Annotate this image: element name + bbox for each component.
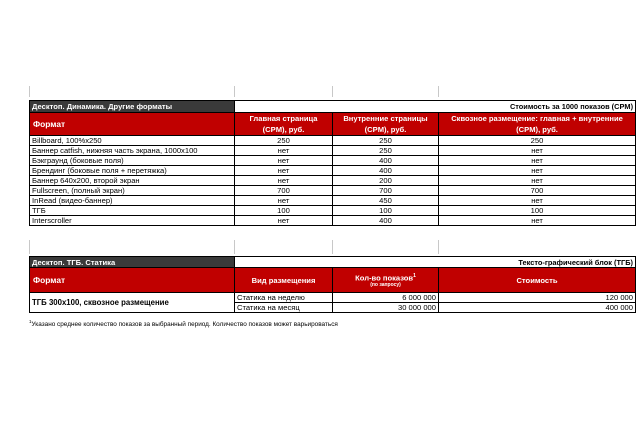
cell-main-page: 100 — [235, 206, 333, 216]
cell-format: Бэкграунд (боковые поля) — [30, 156, 235, 166]
section1-title: Десктоп. Динамика. Другие форматы — [30, 101, 235, 113]
cell-inner-pages: 700 — [333, 186, 439, 196]
section2-subtitle: Тексто-графический блок (ТГБ) — [235, 257, 636, 268]
gridline-row-middle — [29, 240, 636, 254]
cell-main-page: нет — [235, 156, 333, 166]
cell-inner-pages: 400 — [333, 216, 439, 226]
footnote-text: Указано среднее количество показов за выбранный период. Количество показов может варьироваться — [31, 321, 338, 329]
cell-through: 250 — [439, 136, 636, 146]
cell-inner-pages: 450 — [333, 196, 439, 206]
impressions-note: (по запросу) — [370, 282, 401, 289]
cell-main-page: нет — [235, 196, 333, 206]
cell-through: нет — [439, 156, 636, 166]
cell-inner-pages: 400 — [333, 156, 439, 166]
s2-col-header-impressions — [333, 268, 439, 293]
cell-format: InRead (видео-баннер) — [30, 196, 235, 206]
cell-through: нет — [439, 146, 636, 156]
s2-col-header-format: Формат — [30, 268, 235, 293]
cell-format: Interscroller — [30, 216, 235, 226]
cell-main-page: нет — [235, 146, 333, 156]
footnote-mark: 1 — [413, 272, 416, 279]
cell-through: нет — [439, 166, 636, 176]
col-header-inner-pages: Внутренние страницы (CPM), руб. — [333, 113, 439, 136]
table-row — [30, 176, 636, 186]
gridline-row-top — [29, 86, 636, 97]
cell-main-page: 250 — [235, 136, 333, 146]
cell-through: нет — [439, 216, 636, 226]
cell-through: 100 — [439, 206, 636, 216]
s2-col-header-placement: Вид размещения — [235, 268, 333, 293]
cell-inner-pages: 250 — [333, 136, 439, 146]
table-row — [30, 206, 636, 216]
cell-format: Брендинг (боковые поля + перетяжка) — [30, 166, 235, 176]
col-header-main-page: Главная страница (CPM), руб. — [235, 113, 333, 136]
cell-inner-pages: 250 — [333, 146, 439, 156]
cell-format: ТГБ — [30, 206, 235, 216]
section2-table — [29, 256, 636, 313]
cell-inner-pages: 200 — [333, 176, 439, 186]
cell-main-page: нет — [235, 166, 333, 176]
cell-through: нет — [439, 176, 636, 186]
table-row — [30, 186, 636, 196]
cell-format: Fullscreen, (полный экран) — [30, 186, 235, 196]
col-header-through-placement: Сквозное размещение: главная + внутренние (CPM), руб. — [439, 113, 636, 136]
cell-main-page: нет — [235, 176, 333, 186]
footnote — [29, 319, 338, 328]
cell-format: Billboard, 100%x250 — [30, 136, 235, 146]
cell-main-page: 700 — [235, 186, 333, 196]
s2-row-placement: Статика на месяц — [235, 303, 333, 313]
s2-row-placement: Статика на неделю — [235, 293, 333, 303]
s2-col-header-cost: Стоимость — [439, 268, 636, 293]
s2-row-impressions: 6 000 000 — [333, 293, 439, 303]
table-row — [30, 136, 636, 146]
s2-row-cost: 120 000 — [439, 293, 636, 303]
impressions-label: Кол-во показов — [355, 273, 414, 283]
table-row — [30, 146, 636, 156]
footnote-mark: 1 — [29, 319, 32, 324]
cell-through: 700 — [439, 186, 636, 196]
section1-table — [29, 100, 636, 226]
cell-format: Баннер catfish, нижняя часть экрана, 1000x100 — [30, 146, 235, 156]
col-header-format: Формат — [30, 113, 235, 136]
section1-subtitle: Стоимость за 1000 показов (CPM) — [235, 101, 636, 113]
table-row — [30, 166, 636, 176]
cell-main-page: нет — [235, 216, 333, 226]
table-row — [30, 196, 636, 206]
cell-inner-pages: 400 — [333, 166, 439, 176]
table-row — [30, 216, 636, 226]
cell-format: Баннер 640x200, второй экран — [30, 176, 235, 186]
s2-row-impressions: 30 000 000 — [333, 303, 439, 313]
s2-product-name: ТГБ 300x100, сквозное размещение — [30, 293, 235, 313]
table-row — [30, 156, 636, 166]
cell-inner-pages: 100 — [333, 206, 439, 216]
section2-title: Десктоп. ТГБ. Статика — [30, 257, 235, 268]
s2-row-cost: 400 000 — [439, 303, 636, 313]
cell-through: нет — [439, 196, 636, 206]
